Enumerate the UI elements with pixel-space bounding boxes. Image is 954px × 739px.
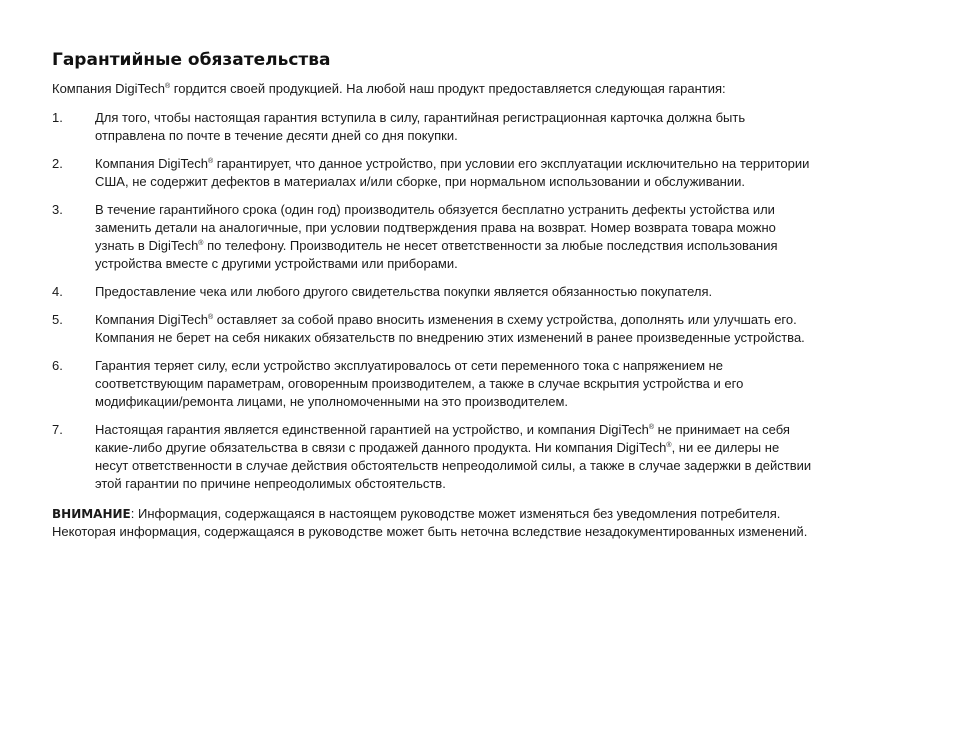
item-number: 1. [52, 110, 63, 125]
item-number: 3. [52, 202, 63, 217]
item-line: модификации/ремонта лицами, не уполномоченными на это производителем. [95, 394, 569, 409]
registered-mark: ® [207, 158, 214, 165]
item-line: США, не содержит дефектов в материалах и/или сборке, при нормальном использовании и обслуживании. [95, 174, 745, 189]
item-text: гарантирует, что данное устройство, при условии его эксплуатации исключительно на территории [213, 156, 810, 171]
item-number: 2. [52, 156, 63, 171]
item-text: оставляет за собой право вносить изменения в схему устройства, дополнять или улучшать его. [213, 312, 797, 327]
intro-paragraph [52, 80, 912, 98]
item-line: несут ответственности в случае действия обстоятельств непреодолимой силы, а также в случае задержки в действии [95, 458, 812, 473]
registered-mark: ® [666, 442, 672, 449]
item-line: Для того, чтобы настоящая гарантия вступила в силу, гарантийная регистрационная карточка должна быть [95, 110, 746, 125]
item-text: , ни ее дилеры не [671, 440, 780, 455]
item-number: 4. [52, 284, 63, 299]
list-item [52, 283, 912, 301]
item-text: какие-либо другие обязательства в связи с продажей данного продукта. Ни компания DigiTech [95, 440, 667, 455]
list-item [52, 201, 912, 273]
item-line: Гарантия теряет силу, если устройство эксплуатировалось от сети переменного тока с напряжением не [95, 358, 724, 373]
list-item [52, 155, 912, 191]
warranty-page [52, 49, 912, 541]
item-line: заменить детали на аналогичные, при условии подтверждения права на возврат. Номер возврата товара можно [95, 220, 776, 235]
note-line: Некоторая информация, содержащаяся в руководстве может быть неточна вследствие незадокументированных изменений. [52, 524, 808, 539]
item-number: 7. [52, 422, 63, 437]
item-line [95, 421, 912, 439]
attention-label: ВНИМАНИЕ [52, 507, 131, 521]
item-number: 6. [52, 358, 63, 373]
item-line [95, 155, 912, 173]
item-line: Компания не берет на себя никаких обязательств по внедрению этих изменений в ранее произведенные устройства. [95, 330, 805, 345]
item-line [95, 311, 912, 329]
intro-text-end: гордится своей продукцией. На любой наш продукт предоставляется следующая гарантия: [170, 81, 726, 96]
intro-text-start: Компания DigiTech [52, 81, 165, 96]
item-text: узнать в DigiTech [95, 238, 199, 253]
list-item [52, 421, 912, 493]
item-text: Компания DigiTech [95, 156, 208, 171]
item-text: не принимает на себя [654, 422, 790, 437]
item-line: отправлена по почте в течение десяти дней со дня покупки. [95, 128, 458, 143]
item-text: по телефону. Производитель не несет ответственности за любые последствия использования [203, 238, 778, 253]
item-line [95, 237, 912, 255]
list-item [52, 109, 912, 145]
item-line: Предоставление чека или любого другого свидетельства покупки является обязанностью покупателя. [95, 284, 713, 299]
page-title: Гарантийные обязательства [52, 50, 331, 70]
list-item [52, 311, 912, 347]
registered-mark: ® [648, 424, 654, 431]
warranty-terms-list [52, 109, 912, 493]
item-text: Компания DigiTech [95, 312, 208, 327]
list-item [52, 357, 912, 411]
item-line [95, 439, 912, 457]
registered-mark: ® [164, 83, 171, 90]
note-text: : Информация, содержащаяся в настоящем руководстве может изменяться без уведомления потребителя. [130, 506, 781, 521]
item-number: 5. [52, 312, 63, 327]
attention-note [52, 505, 912, 541]
item-line: устройства вместе с другими устройствами или приборами. [95, 256, 458, 271]
item-line: этой гарантии по причине непреодолимых обстоятельств. [95, 476, 446, 491]
registered-mark: ® [207, 314, 214, 321]
item-text: Настоящая гарантия является единственной гарантией на устройство, и компания DigiTech [95, 422, 649, 437]
item-line: В течение гарантийного срока (один год) производитель обязуется бесплатно устранить дефекты устойства или [95, 202, 775, 217]
registered-mark: ® [198, 240, 204, 247]
note-line [52, 505, 912, 523]
item-line: соответствующим параметрам, оговоренным производителем, а также в случае вскрытия устройства и его [95, 376, 744, 391]
